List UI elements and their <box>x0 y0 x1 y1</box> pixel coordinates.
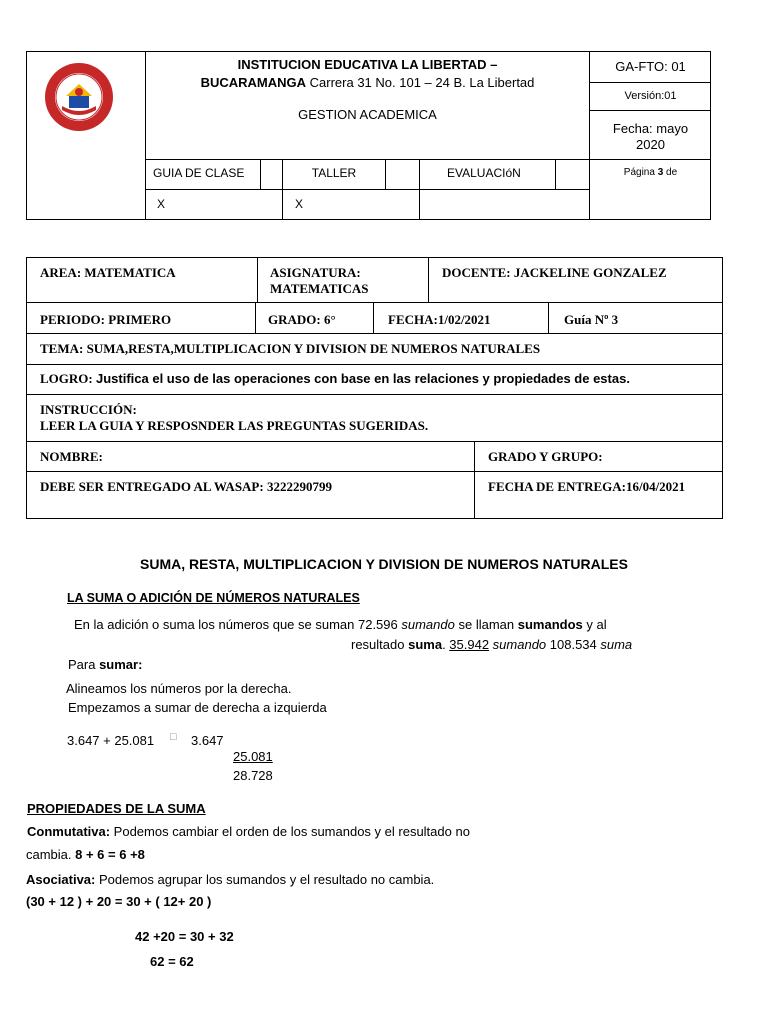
p2-d: 35.942 <box>449 637 490 652</box>
school-name-line1: INSTITUCION EDUCATIVA LA LIBERTAD – <box>237 57 498 72</box>
associative-label: Asociativa: <box>26 872 96 887</box>
school-logo <box>44 62 114 132</box>
school-address-text: Carrera 31 No. 101 – 24 B. La Libertad <box>306 75 535 90</box>
commutative-label: Conmutativa: <box>27 824 111 839</box>
guide-number: Guía Nº 3 <box>564 312 619 327</box>
col-workshop-label: TALLER <box>311 166 357 180</box>
p2-g: suma <box>600 637 633 652</box>
subject-label-2: MATEMATICAS <box>270 281 369 296</box>
para-sum-label <box>68 657 142 672</box>
example-top: 3.647 <box>191 733 224 748</box>
commutative-line2 <box>26 847 145 862</box>
associative-example-1: (30 + 12 ) + 20 = 30 + ( 12+ 20 ) <box>26 894 212 909</box>
goal-label: LOGRO: <box>40 371 96 386</box>
para-a: Para <box>68 657 100 672</box>
p1-e: y al <box>582 617 607 632</box>
associative-text: Podemos agrupar los sumandos y el resultado no cambia. <box>95 872 435 887</box>
p2-e: sumando <box>489 637 547 652</box>
col-guide-label: GUIA DE CLASE <box>153 166 245 180</box>
group-label: GRADO Y GRUPO: <box>488 449 603 464</box>
teacher-label: DOCENTE: JACKELINE GONZALEZ <box>442 265 667 280</box>
main-title: SUMA, RESTA, MULTIPLICACION Y DIVISION DE NUMEROS NATURALES <box>140 556 628 572</box>
example-middle: 25.081 <box>233 749 273 764</box>
name-label: NOMBRE: <box>40 449 103 464</box>
step-1: Alineamos los números por la derecha. <box>66 681 292 696</box>
delivery-label: DEBE SER ENTREGADO AL WASAP: 3222290799 <box>40 479 332 494</box>
paragraph-line2 <box>351 637 632 652</box>
page-suffix: de <box>663 167 678 178</box>
instruction-text: LEER LA GUIA Y RESPOSNDER LAS PREGUNTAS SUGERIDAS. <box>40 418 429 433</box>
section-sum-title: LA SUMA O ADICIÓN DE NÚMEROS NATURALES <box>67 591 360 605</box>
section-properties-title: PROPIEDADES DE LA SUMA <box>27 801 206 816</box>
grade-label: GRADO: 6° <box>268 312 336 327</box>
p2-c: . <box>442 637 450 652</box>
example-result: 28.728 <box>233 768 273 783</box>
document-date-line2: 2020 <box>636 137 665 152</box>
mark-workshop: X <box>295 197 304 211</box>
page-number <box>590 167 711 178</box>
instruction-label: INSTRUCCIÓN: <box>40 402 137 417</box>
paragraph-line1 <box>74 617 607 632</box>
commutative-text: Podemos cambiar el orden de los sumandos y el resultado no <box>110 824 470 839</box>
school-city: BUCARAMANGA <box>200 75 307 90</box>
associative-example-2: 42 +20 = 30 + 32 <box>135 929 234 944</box>
commutative-text2: cambia. <box>26 847 76 862</box>
example-expression: 3.647 + 25.081 <box>67 733 155 748</box>
mark-guide: X <box>157 197 166 211</box>
associative-example-3: 62 = 62 <box>150 954 194 969</box>
commutative-example: 8 + 6 = 6 +8 <box>75 847 145 862</box>
document-date-line1: Fecha: mayo <box>612 121 689 136</box>
p2-a: resultado <box>351 637 409 652</box>
topic-label: TEMA: SUMA,RESTA,MULTIPLICACION Y DIVISION DE NUMEROS NATURALES <box>40 341 541 356</box>
para-b: sumar: <box>99 657 143 672</box>
subject-label-1: ASIGNATURA: <box>270 265 361 280</box>
p1-d: sumandos <box>517 617 583 632</box>
document-version: Versión:01 <box>624 90 677 102</box>
p1-b: sumando <box>401 617 455 632</box>
p1-c: se llaman <box>454 617 518 632</box>
p2-f: 108.534 <box>546 637 601 652</box>
document-code: GA-FTO: 01 <box>615 59 686 74</box>
area-label: AREA: MATEMATICA <box>40 265 176 280</box>
goal-row <box>40 371 630 387</box>
goal-text: Justifica el uso de las operaciones con base en las relaciones y propiedades de estas. <box>95 371 630 386</box>
col-eval-label: EVALUACIóN <box>447 166 521 180</box>
page-prefix: Página <box>623 167 658 178</box>
period-label: PERIODO: PRIMERO <box>40 312 172 327</box>
school-address <box>146 75 589 90</box>
p1-a: En la adición o suma los números que se suman 72.596 <box>74 617 402 632</box>
associative-line <box>26 872 434 887</box>
department-label: GESTION ACADEMICA <box>298 107 437 122</box>
step-2: Empezamos a sumar de derecha a izquierda <box>68 700 327 715</box>
p2-b: suma <box>408 637 443 652</box>
commutative-line <box>27 824 470 839</box>
delivery-date-label: FECHA DE ENTREGA:16/04/2021 <box>488 479 686 494</box>
placeholder-glyph-icon: □ <box>170 731 177 743</box>
page-num: 3 <box>657 167 664 178</box>
date-label: FECHA:1/02/2021 <box>388 312 491 327</box>
